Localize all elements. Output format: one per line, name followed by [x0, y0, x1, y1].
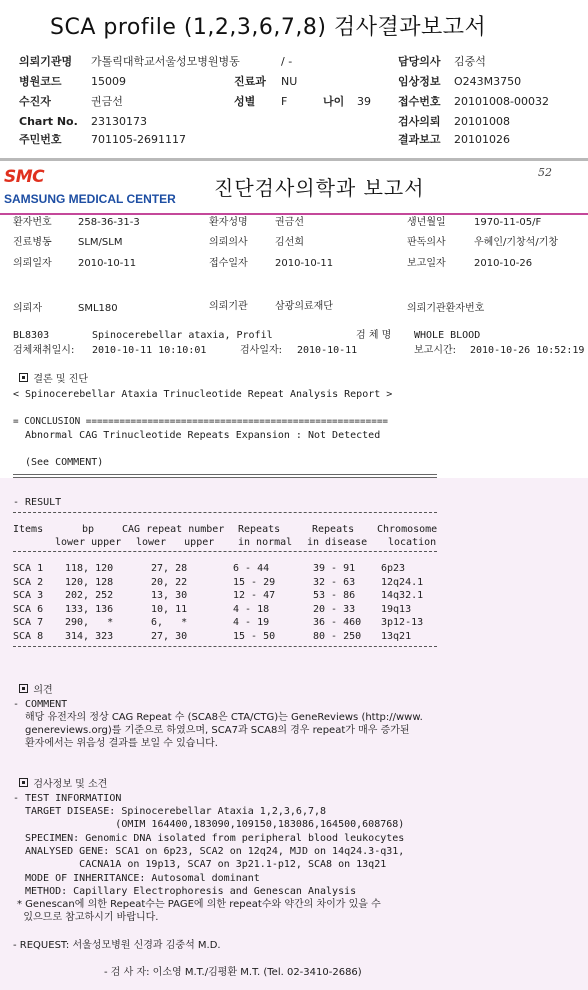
patient-field-label: 접수일자 [209, 258, 248, 269]
summary-label: 병원코드 [19, 75, 62, 88]
cell-bp: 118, 120 [65, 563, 114, 574]
see-comment: (See COMMENT) [25, 457, 104, 468]
cell-location: 6p23 [381, 563, 406, 574]
cell-cag: 13, 30 [151, 590, 188, 601]
table-header-bp: bp [82, 524, 95, 535]
summary-value: 김중석 [454, 55, 486, 68]
tester-line: - 검 사 자: 이소영 M.T./김평환 M.T. (Tel. 02-3410-2686) [104, 967, 362, 978]
requester-label: 의뢰자 [13, 303, 42, 314]
summary-value: 15009 [91, 75, 126, 88]
table-header-normal: Repeats [238, 524, 281, 535]
table-subheader-cag: lower upper [136, 537, 215, 548]
exam-date-label: 검사일자: [240, 345, 283, 356]
cell-disease: 53 - 86 [313, 590, 356, 601]
table-header-disease: Repeats [312, 524, 355, 535]
cell-location: 13q21 [381, 630, 412, 642]
summary-label: 결과보고 [398, 133, 441, 146]
specimen-value: WHOLE BLOOD [414, 330, 481, 341]
cell-location: 14q32.1 [381, 590, 424, 601]
cell-cag: 20, 22 [151, 576, 188, 588]
patient-field-label: 환자번호 [13, 217, 52, 228]
summary-label: 검사의뢰 [398, 115, 441, 128]
requester-value: SML180 [78, 303, 118, 314]
cell-disease: 20 - 33 [313, 603, 356, 615]
patient-field-value: SLM/SLM [78, 237, 123, 248]
summary-label: 나이 [323, 95, 345, 108]
cell-cag: 10, 11 [151, 603, 188, 615]
cell-item: SCA 7 [13, 617, 44, 628]
cell-disease: 39 - 91 [313, 563, 356, 574]
summary-value: / - [281, 55, 293, 68]
cell-normal: 6 - 44 [233, 563, 270, 574]
cell-disease: 80 - 250 [313, 630, 362, 642]
section-bullet-icon [19, 684, 28, 693]
test-code: BL8303 [13, 330, 50, 341]
patient-field-value: 우혜인/기창석/기창 [474, 237, 559, 248]
cell-item: SCA 6 [13, 603, 44, 615]
summary-value: NU [281, 75, 298, 88]
collect-label: 검체채취일시: [13, 345, 75, 356]
test-info-line: CACNA1A on 19p13, SCA7 on 3p21.1-p12, SCA8 on 13q21 [25, 859, 387, 871]
section-bullet-icon [19, 778, 28, 787]
patient-field-value: 2010-10-26 [474, 258, 533, 269]
test-info-line: (OMIM 164400,183090,109150,183086,164500,608768) [25, 819, 405, 831]
table-header-cag: CAG repeat number [122, 524, 225, 535]
cell-item: SCA 2 [13, 576, 44, 588]
patient-field-value: 1970-11-05/F [474, 217, 542, 228]
patient-field-label: 의뢰일자 [13, 258, 52, 269]
report-time-value: 2010-10-26 10:52:19 [470, 345, 585, 356]
summary-label: 주민번호 [19, 133, 62, 146]
patient-field-label: 생년월일 [407, 217, 446, 228]
table-subheader-normal: in normal [238, 537, 293, 548]
summary-value: 가톨릭대학교서울성모병원병동 [91, 55, 240, 68]
cell-normal: 15 - 29 [233, 576, 276, 588]
genescan-note: * Genescan에 의한 Repeat수는 PAGE에 의한 repeat수와 약간의 차이가 있을 수 [17, 899, 381, 910]
institution-patient-no-label: 의뢰기관환자번호 [407, 303, 485, 314]
section-heading-text: 의견 [33, 685, 53, 696]
conclusion-text: Abnormal CAG Trinucleotide Repeats Expansion : Not Detected [25, 430, 381, 441]
cell-location: 12q24.1 [381, 576, 424, 588]
cell-location: 3p12-13 [381, 617, 424, 628]
request-line: - REQUEST: 서울성모병원 신경과 김중석 M.D. [13, 940, 221, 951]
section-heading-text: 검사정보 및 소견 [33, 779, 108, 790]
patient-field-label: 보고일자 [407, 258, 446, 269]
summary-label: 임상정보 [398, 75, 441, 88]
cell-cag: 27, 28 [151, 563, 188, 574]
table-header-items: Items [13, 524, 44, 535]
hospital-name: SAMSUNG MEDICAL CENTER [4, 192, 176, 206]
summary-value: 23130173 [91, 115, 147, 128]
section-heading [13, 361, 88, 386]
summary-label: 성별 [234, 95, 256, 108]
comment-label: - COMMENT [13, 699, 68, 710]
table-subheader-bp: lower upper [55, 537, 122, 548]
test-info-line: METHOD: Capillary Electrophoresis and Genescan Analysis [25, 885, 357, 897]
summary-label: 접수번호 [398, 95, 441, 108]
cell-normal: 4 - 18 [233, 603, 270, 615]
cell-bp: 290, * [65, 617, 114, 628]
result-label: - RESULT [13, 497, 62, 508]
table-header-chromosome: Chromosome [377, 524, 438, 535]
rule [13, 551, 437, 552]
cell-cag: 27, 30 [151, 630, 188, 642]
cell-location: 19q13 [381, 603, 412, 615]
summary-value: 20101008 [454, 115, 510, 128]
cell-item: SCA 1 [13, 563, 44, 574]
test-info-line: TARGET DISEASE: Spinocerebellar Ataxia 1,2,3,6,7,8 [25, 806, 327, 817]
cell-cag: 6, * [151, 617, 188, 628]
section-heading [13, 766, 107, 791]
cell-bp: 120, 128 [65, 576, 114, 588]
section-bullet-icon [19, 373, 28, 382]
comment-line: 해당 유전자의 정상 CAG Repeat 수 (SCA8은 CTA/CTG)는 GeneReviews (http://www. [25, 712, 423, 723]
report-time-label: 보고시간: [414, 345, 457, 356]
rule [13, 512, 437, 513]
section-heading-text: 결론 및 진단 [33, 374, 89, 385]
patient-field-label: 의뢰의사 [209, 237, 248, 248]
cell-normal: 15 - 50 [233, 630, 276, 642]
exam-date-value: 2010-10-11 [297, 345, 358, 356]
smc-logo: SMC [4, 167, 45, 187]
cell-normal: 4 - 19 [233, 617, 270, 628]
summary-value: 20101008-00032 [454, 95, 549, 108]
test-name: Spinocerebellar ataxia, Profil [92, 330, 273, 341]
genescan-note: 있으므로 참고하시기 바랍니다. [17, 912, 159, 923]
report-title: 진단검사의학과 보고서 [214, 176, 425, 200]
patient-field-value: 권금선 [275, 217, 304, 228]
patient-field-value: 258-36-31-3 [78, 217, 140, 228]
patient-field-label: 진료병동 [13, 237, 52, 248]
conclusion-label: = CONCLUSION ====================================================== [13, 416, 389, 427]
rule [13, 646, 437, 647]
patient-field-value: 김선희 [275, 237, 304, 248]
collect-value: 2010-10-11 10:10:01 [92, 345, 207, 356]
summary-label: 담당의사 [398, 55, 441, 68]
specimen-label: 검 체 명 [356, 330, 392, 341]
cell-normal: 12 - 47 [233, 590, 276, 601]
patient-field-label: 환자성명 [209, 217, 248, 228]
test-info-line: MODE OF INHERITANCE: Autosomal dominant [25, 872, 260, 884]
cell-bp: 314, 323 [65, 630, 114, 642]
summary-value: F [281, 95, 288, 108]
summary-value: 701105-2691117 [91, 133, 186, 146]
patient-field-label: 판독의사 [407, 237, 446, 248]
summary-label: 수진자 [19, 95, 51, 108]
patient-field-value: 2010-10-11 [78, 258, 137, 269]
cell-item: SCA 3 [13, 590, 44, 601]
cell-bp: 133, 136 [65, 603, 114, 615]
pink-underline [0, 213, 588, 215]
report-name: < Spinocerebellar Ataxia Trinucleotide Repeat Analysis Report > [13, 389, 393, 400]
test-info-line: SPECIMEN: Genomic DNA isolated from peripheral blood leukocytes [25, 832, 405, 844]
summary-label: Chart No. [19, 115, 78, 128]
cell-disease: 32 - 63 [313, 576, 356, 588]
summary-value: O243M3750 [454, 75, 522, 88]
cell-disease: 36 - 460 [313, 617, 362, 628]
table-subheader-disease: in disease [307, 537, 368, 548]
summary-row-1 [19, 55, 72, 69]
cell-item: SCA 8 [13, 630, 44, 642]
patient-field-value: 2010-10-11 [275, 258, 334, 269]
summary-value: 권금선 [91, 95, 123, 108]
comment-line: 환자에서는 위음성 결과를 보일 수 있습니다. [25, 738, 218, 749]
summary-value: 20101026 [454, 133, 510, 146]
comment-line: genereviews.org)를 기준으로 하였으며, SCA7과 SCA8의 경우 repeat가 매우 증가된 [25, 725, 410, 736]
handwritten-mark: 52 [538, 166, 552, 179]
test-info-line: ANALYSED GENE: SCA1 on 6p23, SCA2 on 12q24, MJD on 14q24.3-q31, [25, 845, 405, 857]
institution-label: 의뢰기관 [209, 301, 248, 312]
table-subheader-location: location [388, 537, 437, 548]
summary-title: SCA profile (1,2,3,6,7,8) 검사결과보고서 [50, 15, 487, 40]
summary-value: 39 [357, 95, 371, 108]
rule [13, 474, 437, 478]
summary-label: 의뢰기관명 [19, 55, 73, 68]
section-heading [13, 672, 53, 697]
cell-bp: 202, 252 [65, 590, 114, 601]
test-info-label: - TEST INFORMATION [13, 793, 122, 804]
summary-label: 진료과 [234, 75, 266, 88]
institution-value: 삼광의료재단 [275, 301, 333, 312]
